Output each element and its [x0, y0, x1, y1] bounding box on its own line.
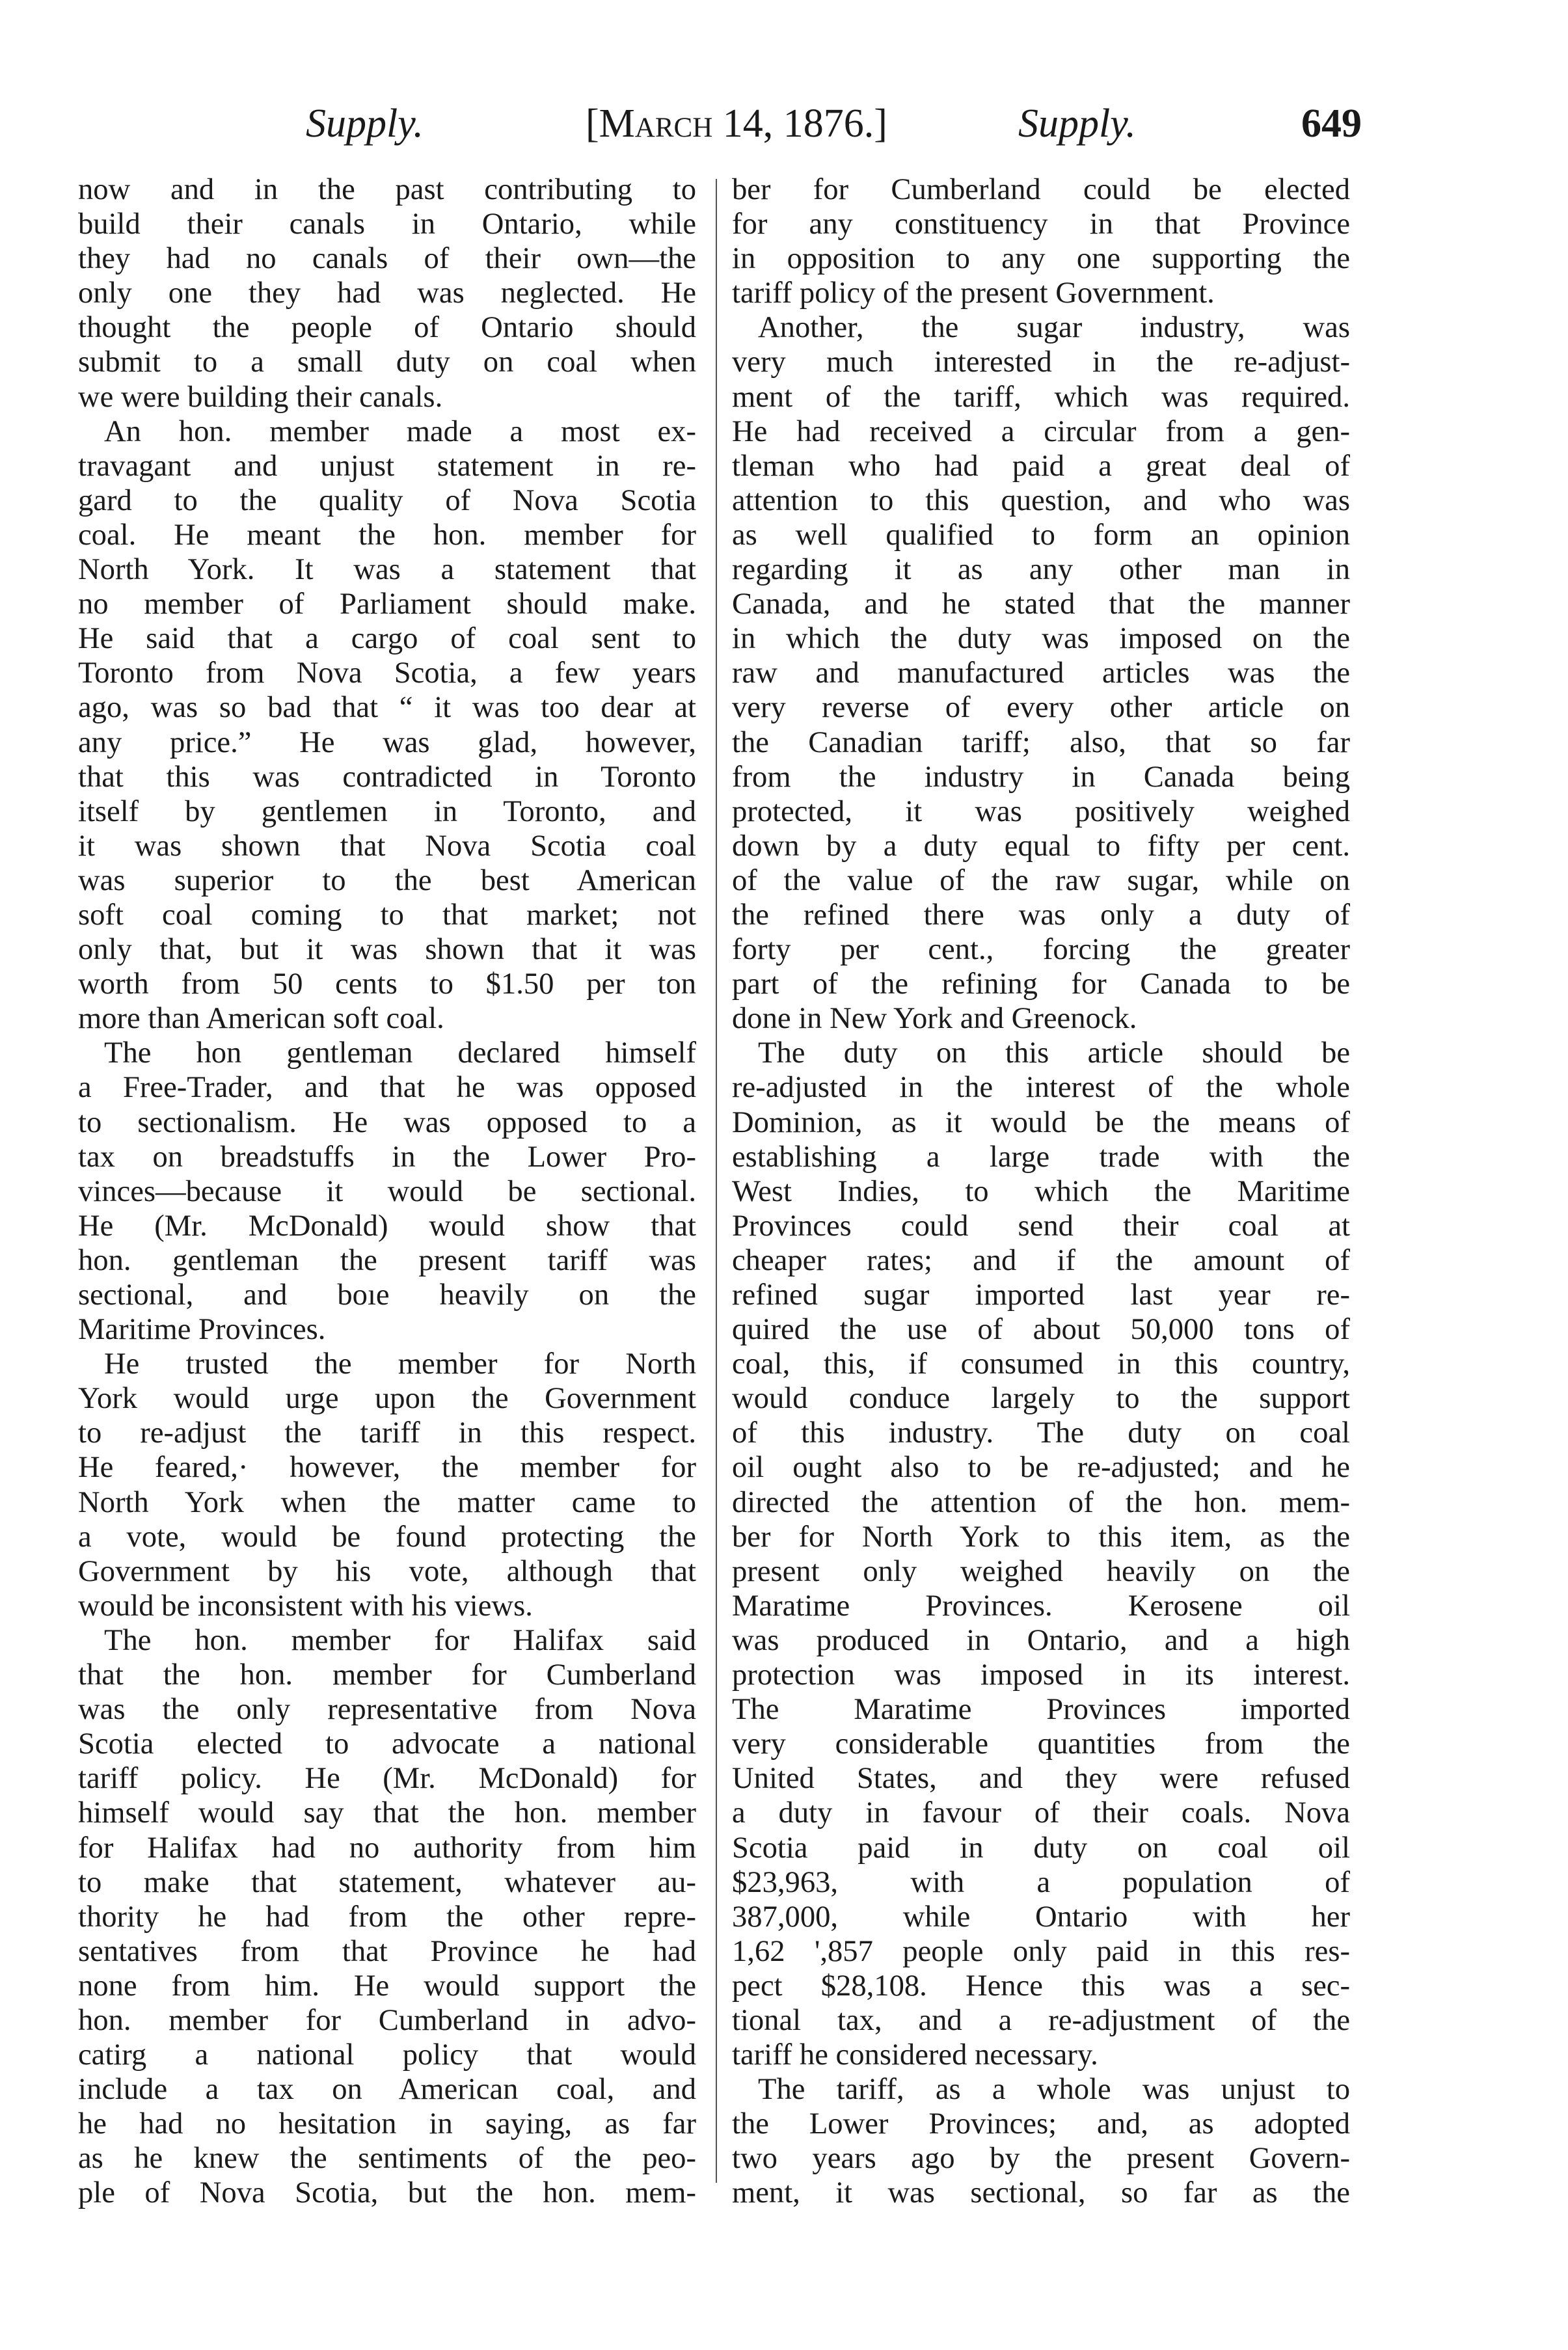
text-line: in opposition to any one supporting the — [732, 241, 1350, 276]
text-line: that this was contradicted in Toronto — [78, 759, 696, 794]
text-line: include a tax on American coal, and — [78, 2072, 696, 2107]
text-line: none from him. He would support the — [78, 1968, 696, 2003]
text-line: North York. It was a statement that — [78, 552, 696, 587]
date-bracket-open: [ — [586, 101, 599, 146]
text-line: protection was imposed in its interest. — [732, 1658, 1350, 1692]
text-line: from the industry in Canada being — [732, 759, 1350, 794]
column-divider — [716, 179, 717, 2183]
text-line: tariff policy. He (Mr. McDonald) for — [78, 1761, 696, 1796]
running-head-date — [586, 98, 887, 150]
date-month: March — [599, 101, 713, 146]
text-line: ago, was so bad that “ it was too dear at — [78, 690, 696, 725]
text-line: only that, but it was shown that it was — [78, 932, 696, 967]
text-line: The hon gentleman declared himself — [104, 1036, 696, 1070]
text-line: coal. He meant the hon. member for — [78, 517, 696, 552]
text-line: very much interested in the re-adjust- — [732, 345, 1350, 379]
text-line: the refined there was only a duty of — [732, 897, 1350, 932]
text-line: they had no canals of their own—the — [78, 241, 696, 276]
text-line: as well qualified to form an opinion — [732, 517, 1350, 552]
text-line: tleman who had paid a great deal of — [732, 448, 1350, 483]
text-line: for Halifax had no authority from him — [78, 1830, 696, 1865]
text-line: Dominion, as it would be the means of — [732, 1105, 1350, 1139]
text-line: tional tax, and a re-adjustment of the — [732, 2003, 1350, 2037]
text-line: re-adjusted in the interest of the whole — [732, 1070, 1350, 1105]
text-line: it was shown that Nova Scotia coal — [78, 828, 696, 863]
text-line: regarding it as any other man in — [732, 552, 1350, 587]
text-line: ment, it was sectional, so far as the — [732, 2176, 1350, 2210]
text-line: part of the refining for Canada to be — [732, 967, 1350, 1001]
text-line: would be inconsistent with his views. — [78, 1588, 533, 1623]
text-line: present only weighed heavily on the — [732, 1554, 1350, 1588]
text-line: we were building their canals. — [78, 379, 443, 414]
text-line: refined sugar imported last year re- — [732, 1278, 1350, 1312]
text-line: Scotia elected to advocate a national — [78, 1727, 696, 1761]
text-line: United States, and they were refused — [732, 1761, 1350, 1796]
text-line: $23,963, with a population of — [732, 1865, 1350, 1899]
text-line: that the hon. member for Cumberland — [78, 1658, 696, 1692]
text-line: any price.” He was glad, however, — [78, 725, 696, 759]
text-line: of the value of the raw sugar, while on — [732, 863, 1350, 897]
text-line: soft coal coming to that market; not — [78, 897, 696, 932]
text-line: sentatives from that Province he had — [78, 1934, 696, 1968]
text-line: vinces—because it would be sectional. — [78, 1174, 696, 1208]
text-line: The hon. member for Halifax said — [104, 1623, 696, 1657]
text-line: no member of Parliament should make. — [78, 587, 696, 621]
text-line: The Maratime Provinces imported — [732, 1692, 1350, 1727]
right-column — [732, 172, 1350, 2211]
text-line: hon. gentleman the present tariff was — [78, 1243, 696, 1277]
text-line: Maratime Provinces. Kerosene oil — [732, 1588, 1350, 1623]
text-line: He said that a cargo of coal sent to — [78, 621, 696, 656]
text-line: submit to a small duty on coal when — [78, 345, 696, 379]
text-line: the Canadian tariff; also, that so far — [732, 725, 1350, 759]
text-line: tariff policy of the present Government. — [732, 276, 1215, 310]
text-line: North York when the matter came to — [78, 1485, 696, 1519]
text-line: catirg a national policy that would — [78, 2038, 696, 2072]
text-line: Toronto from Nova Scotia, a few years — [78, 656, 696, 690]
text-line: Government by his vote, although that — [78, 1554, 696, 1588]
text-line: Canada, and he stated that the manner — [732, 587, 1350, 621]
text-line: build their canals in Ontario, while — [78, 207, 696, 241]
text-line: a Free-Trader, and that he was opposed — [78, 1070, 696, 1105]
running-head-left: Supply. — [306, 101, 424, 146]
text-line: to re-adjust the tariff in this respect. — [78, 1416, 696, 1450]
text-line: West Indies, to which the Maritime — [732, 1174, 1350, 1208]
text-line: Another, the sugar industry, was — [758, 310, 1350, 345]
text-line: raw and manufactured articles was the — [732, 656, 1350, 690]
text-line: Maritime Provinces. — [78, 1312, 326, 1347]
text-line: to make that statement, whatever au- — [78, 1865, 696, 1899]
text-line: travagant and unjust statement in re- — [78, 448, 696, 483]
page-number: 649 — [1301, 101, 1362, 146]
text-line: quired the use of about 50,000 tons of — [732, 1312, 1350, 1347]
text-line: establishing a large trade with the — [732, 1139, 1350, 1174]
text-line: ple of Nova Scotia, but the hon. mem- — [78, 2176, 696, 2210]
text-line: protected, it was positively weighed — [732, 794, 1350, 828]
text-line: He trusted the member for North — [104, 1347, 696, 1381]
text-line: Scotia paid in duty on coal oil — [732, 1830, 1350, 1865]
text-line: He (Mr. McDonald) would show that — [78, 1208, 696, 1243]
text-line: tax on breadstuffs in the Lower Pro- — [78, 1139, 696, 1174]
text-line: thority he had from the other repre- — [78, 1899, 696, 1934]
text-line: oil ought also to be re-adjusted; and he — [732, 1450, 1350, 1485]
left-column — [78, 172, 696, 2211]
text-line: two years ago by the present Govern- — [732, 2141, 1350, 2176]
text-line: to sectionalism. He was opposed to a — [78, 1105, 696, 1139]
text-line: directed the attention of the hon. mem- — [732, 1485, 1350, 1519]
text-line: Provinces could send their coal at — [732, 1208, 1350, 1243]
text-line: The duty on this article should be — [758, 1036, 1350, 1070]
text-line: An hon. member made a most ex- — [104, 414, 696, 448]
text-line: 1,62 ',857 people only paid in this res- — [732, 1934, 1350, 1968]
text-line: tariff he considered necessary. — [732, 2038, 1098, 2072]
text-line: the Lower Provinces; and, as adopted — [732, 2107, 1350, 2141]
text-line: very considerable quantities from the — [732, 1727, 1350, 1761]
text-line: for any constituency in that Province — [732, 207, 1350, 241]
text-line: as he knew the sentiments of the peo- — [78, 2141, 696, 2176]
text-line: very reverse of every other article on — [732, 690, 1350, 725]
text-line: cheaper rates; and if the amount of — [732, 1243, 1350, 1277]
text-line: done in New York and Greenock. — [732, 1001, 1137, 1036]
text-line: was the only representative from Nova — [78, 1692, 696, 1727]
text-line: would conduce largely to the support — [732, 1381, 1350, 1416]
running-head-right: Supply. — [1018, 101, 1136, 146]
text-line: he had no hesitation in saying, as far — [78, 2107, 696, 2141]
text-line: ber for North York to this item, as the — [732, 1519, 1350, 1554]
text-line: 387,000, while Ontario with her — [732, 1899, 1350, 1934]
text-line: forty per cent., forcing the greater — [732, 932, 1350, 967]
text-line: was produced in Ontario, and a high — [732, 1623, 1350, 1657]
text-line: himself would say that the hon. member — [78, 1796, 696, 1830]
text-line: in which the duty was imposed on the — [732, 621, 1350, 656]
text-line: The tariff, as a whole was unjust to — [758, 2072, 1350, 2107]
text-line: ber for Cumberland could be elected — [732, 172, 1350, 206]
text-line: He had received a circular from a gen- — [732, 414, 1350, 448]
text-line: more than American soft coal. — [78, 1001, 444, 1036]
text-line: a duty in favour of their coals. Nova — [732, 1796, 1350, 1830]
text-line: sectional, and boıe heavily on the — [78, 1278, 696, 1312]
text-line: now and in the past contributing to — [78, 172, 696, 206]
text-line: of this industry. The duty on coal — [732, 1416, 1350, 1450]
text-line: hon. member for Cumberland in advo- — [78, 2003, 696, 2037]
text-line: ment of the tariff, which was required. — [732, 379, 1350, 414]
text-line: attention to this question, and who was — [732, 483, 1350, 517]
text-line: thought the people of Ontario should — [78, 310, 696, 345]
text-line: coal, this, if consumed in this country, — [732, 1347, 1350, 1381]
text-line: was superior to the best American — [78, 863, 696, 897]
date-rest: 14, 1876.] — [712, 101, 887, 146]
text-line: a vote, would be found protecting the — [78, 1519, 696, 1554]
page-header — [111, 98, 1412, 176]
text-line: only one they had was neglected. He — [78, 276, 696, 310]
text-line: He feared,· however, the member for — [78, 1450, 696, 1485]
text-line: itself by gentlemen in Toronto, and — [78, 794, 696, 828]
text-line: down by a duty equal to fifty per cent. — [732, 828, 1350, 863]
text-line: gard to the quality of Nova Scotia — [78, 483, 696, 517]
text-line: pect $28,108. Hence this was a sec- — [732, 1968, 1350, 2003]
text-line: York would urge upon the Government — [78, 1381, 696, 1416]
text-line: worth from 50 cents to $1.50 per ton — [78, 967, 696, 1001]
